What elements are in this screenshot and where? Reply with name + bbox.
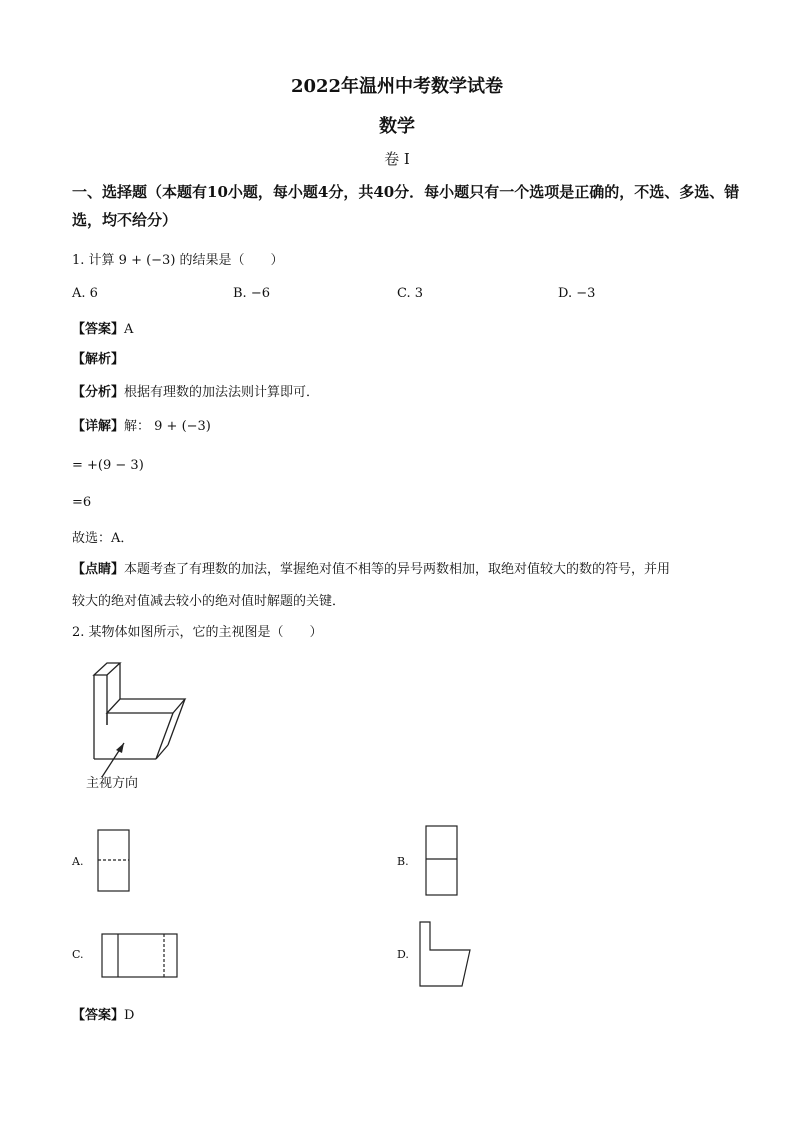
fenxi-tag: 【分析】 [72,385,125,400]
q1-option-d: D. −3 [558,286,596,301]
q2-option-b-label: B. [397,855,409,868]
q1-conclusion: 故选：A． [72,531,134,546]
q1-option-c: C. 3 [397,286,424,301]
q2-answer [72,1004,134,1023]
question-2-stem: 2. 某物体如图所示，它的主视图是（ ） [72,625,323,640]
subject-title: 数学 [379,116,415,137]
q2-option-d-label: D. [397,948,409,961]
q2-option-d-figure [418,920,476,990]
q1-step-2: =6 [72,495,92,510]
fenxi-text: 根据有理数的加法法则计算即可． [124,385,320,400]
q2-option-a-label: A. [72,855,84,868]
page-title: 2022年温州中考数学试卷 [290,76,504,97]
comment-text-1: 本题考查了有理数的加法，掌握绝对值不相等的异号两数相加，取绝对值较大的数的符号，并用 [124,562,671,577]
q2-option-c-figure [100,932,180,980]
answer-tag: 【答案】 [72,1008,125,1023]
analysis-tag: 【解析】 [72,352,125,367]
q1-option-b: B. −6 [233,286,270,301]
q1-comment-line-1 [72,558,670,577]
q1-comment-line-2: 较大的绝对值减去较小的绝对值时解题的关键． [72,594,346,609]
volume-label: 卷 I [384,150,410,168]
q1-answer [72,318,133,337]
q1-detail [72,415,211,434]
q2-option-c-label: C. [72,948,84,961]
q1-fenxi [72,381,319,400]
q1-analysis [72,348,124,367]
q2-option-b-figure [424,824,460,898]
question-1-stem: 1. 计算 9 + (−3) 的结果是（ ） [72,253,284,268]
q2-option-a-figure [96,828,132,894]
detail-text: 解： 9 + (−3) [124,419,211,434]
detail-tag: 【详解】 [72,419,125,434]
q1-step-1: = +(9 − 3) [72,458,144,473]
section-heading: 一、选择题（本题有10小题，每小题4分，共40分．每小题只有一个选项是正确的，不选、多选、错选，均不给分） [72,183,740,229]
comment-tag: 【点睛】 [72,562,125,577]
q1-option-a: A. 6 [72,286,98,301]
figure-caption: 主视方向 [86,776,139,791]
answer-value: A [124,322,134,337]
answer-tag: 【答案】 [72,322,125,337]
answer-value: D [124,1008,135,1023]
